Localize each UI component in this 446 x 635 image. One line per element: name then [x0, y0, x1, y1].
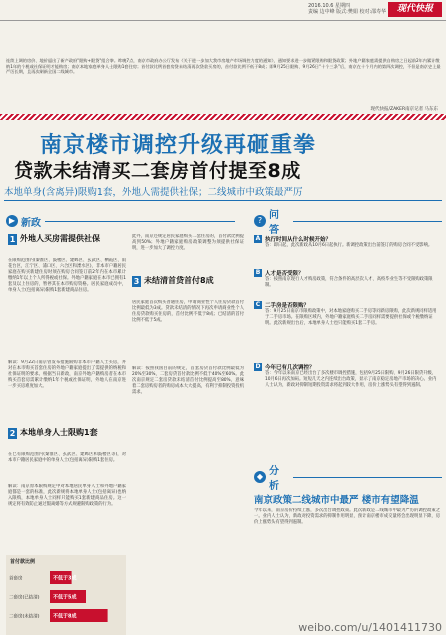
chart-value-label-1: 不低于5成 — [53, 594, 77, 601]
analysis-title: 南京政策二线城市中最严 楼市有望降温 — [254, 495, 419, 506]
body-col2-intro: 此外，南京还规定居民家庭购买二套住房的，首付款比例提高到50%；外地户籍家庭购房政策调整为须提供社保证明，进一步加大了调控力度。 — [132, 234, 244, 251]
qa-item-4: D 今年已有几次调控？ 答：今年以来南京已经出台了多次楼市调控措施，包括9月25日限购、9月26日限贷升级、10月6日再次加码。短短几天之内连续出台政策，显示了南京稳定房地产市场的决心。业内人士认为，新政对抑制短期投资需求将起到较大作用，房价上涨势头有望得到遏制。 — [255, 362, 437, 388]
section-new-policy: ▶ 新政 — [6, 214, 242, 228]
arrow-icon: ▶ — [6, 215, 18, 227]
masthead-meta: 2016.10.6 星期四 责编 边中峰 版式:樊娟 校对:邵寿华 — [308, 3, 387, 15]
section-qa: ? 问答 — [254, 214, 442, 228]
deck: 本地单身(含离异)限购1套，外地人需提供社保；二线城市中政策最严厉 — [4, 187, 303, 198]
section-analysis: ◆ 分析 — [254, 470, 442, 484]
body-col2a: 居民家庭首次购买普通住房，申请商业性个人住房贷款首付比例最低为3成。贷款未结清的情况下再次申请商业性个人住房贷款购买住房的，首付比例不低于8成；已结清的首付比例不低于5成。 — [132, 300, 244, 323]
chart-svg — [6, 555, 126, 635]
divider — [4, 200, 442, 201]
chart-category-label-1: 二套房(已结清) — [9, 595, 40, 601]
chart-category-label-0: 首套房 — [9, 576, 23, 582]
subheadline: 贷款未结清买二套房首付提至8成 — [14, 160, 301, 182]
qa-item-3: C 二手房是否限购？ 答：9月25日南京市限购政策中，对本地家庭购买二手房等同新房限购，此次新规同样适用于二手房市场。在限购区域内，外地户籍家庭购买二手房同样需要提供社保或个税缴纳证明。此次新规出台后，本地单身人士也只能购买1套二手房。 — [255, 300, 437, 326]
subsection-3: 3 未结清首贷首付8成 — [133, 276, 214, 286]
lead-paragraph: 连续上调的房价、地价逼出了新产政府"限购+限贷"组合拳。昨晚7点，南京市政府办公厅发布《关于进一步加大我市房地产市场调控力度的通知》，通知要求进一步做紧限购和限贷政策；外地户籍家庭需提供自购房之日起前2年内累计缴纳1年的个税或社保证明才能购房；南京本地家庭单身人士限购1套住房；首付款比例首套房贷未结清再次贷款买房的，首付款比例不低于8成；即9月25日限购、9月26日“十个三条”后，南京在十个月内的第四次调控，不但是南京史上最严厉长期，且再次刷新全国二线城市。 — [6, 58, 441, 75]
chart-title: 首付款比例 — [10, 559, 36, 565]
watermark: weibo.com/u/1401411730 — [298, 621, 442, 634]
body-col1c: 在已有限购范围内(秦淮区、玄武区、建邺区和鼓楼区等)，对本市户籍居民家庭中的单身人士(包括离异)限购1套住房。 — [8, 452, 126, 463]
body-col1a: 在限购范围内(秦淮区、鼓楼区、建邺区、玄武区、栖霞区、雨花台区，江宁区、浦口区、六合区和溧水区)，非本市户籍居民家庭在购买新建住房时须在购房合同签订前2年内在本市累计缴纳1年以上个人所得税或社保。外地户籍家庭在本市已拥有1套及以上住房的，暂停其在本市购房资格。居民家庭成员中，单身人士(包括离异)限购1套新建商品住房。 — [8, 258, 126, 293]
section-rule — [45, 221, 235, 222]
analysis-text: 今年以来，南京房价持续上涨，多次出台调控政策。此次新政是二线城市中最为严厉的调控政策之一。业内人士认为，新政对投资需求的抑制作用明显，预计南京楼市成交量将会出现明显下降，房价上涨势头有望得到遏制。 — [254, 508, 440, 525]
section-rule — [293, 221, 442, 222]
qa-item-2: B 人才是否受限？ 答：按照南京现行人才购房政策，符合条件的高层次人才、高校毕业生等不受限购政策限制。 — [255, 268, 433, 288]
chart-category-label-2: 二套房(未结清) — [9, 614, 40, 620]
reporter-credit: 现代快报/ZAKER南京记者 马东东 — [370, 107, 438, 112]
section-rule — [293, 477, 442, 478]
down-payment-chart — [6, 555, 126, 635]
body-col1d: 解读：南京原本限购规定中对本地居民单身人士和外地户籍家庭都是一套的标准，此次新规将本地单身人士(包括离异)也纳入限购，本地单身人士同样只能购买1套新建商品住房。这一规定将有效防止通过假离婚等方式规避限购政策的行为。 — [8, 484, 126, 507]
chart-icon: ◆ — [254, 471, 266, 483]
question-icon: ? — [254, 215, 266, 227]
brand-logo: 现代快报 — [388, 2, 442, 17]
masthead — [0, 0, 446, 21]
decorative-band — [0, 114, 446, 120]
subsection-2: 2 本地单身人士限购1套 — [9, 428, 98, 438]
headline: 南京楼市调控升级再砸重拳 — [40, 133, 317, 158]
chart-value-label-2: 不低于8成 — [53, 613, 77, 620]
chart-value-label-0: 不低于3成 — [53, 575, 77, 582]
qa-item-1: A 执行时间从什么时候开始？ 答：即日起，此次新政从10月6日起执行。新调控政策出台前签订的购房合同不受影响。 — [255, 234, 433, 248]
subsection-1: 1 外地人买房需提供社保 — [9, 234, 100, 244]
body-col1b: 解读：9月22日南京曾发布措施限购非本市户籍人士买房，并对在本市购买首套住房的外地户籍家庭提出了需提供的纳税和社保证明的要求。根据当日新政，南京外地户籍购房者在本市购买首套房需累计缴纳1年个税或社保证明，外地人在南京进一步买房难度加大。 — [8, 360, 126, 389]
body-col2b: 解读：按照我国目前的规定，首套房贷首付款比例最低为20%至30%，二套房贷首付款比例不低于40%至60%。此次南京规定二套房贷款未结清首付比例提高至80%，意味着二套房购房者的购房成本大大提高，有利于抑制投资投机需求。 — [132, 366, 244, 395]
